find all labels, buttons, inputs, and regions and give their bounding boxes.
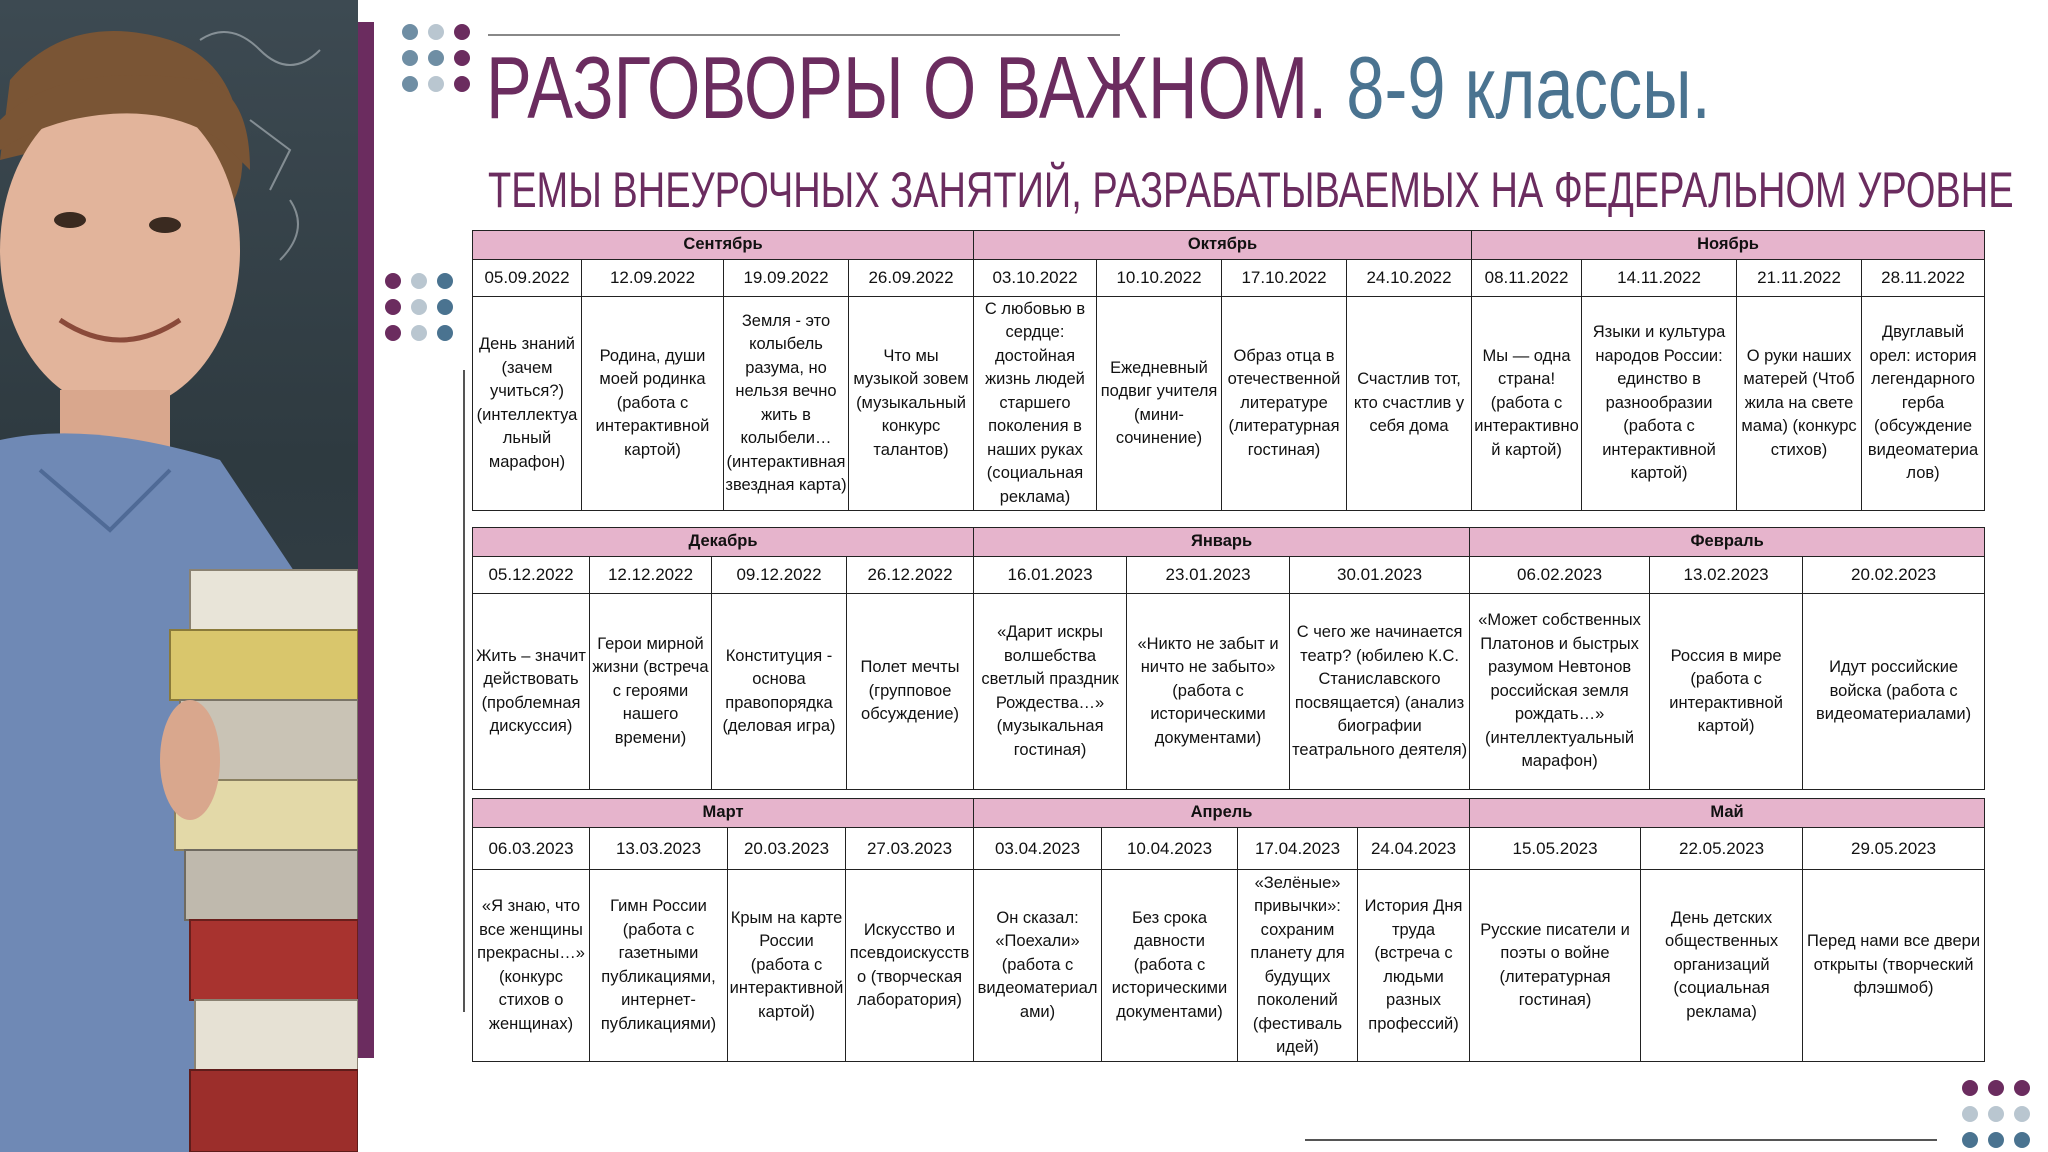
- lesson-topic: Жить – значит действовать (проблемная дискуссия): [473, 594, 590, 790]
- lesson-date: 12.09.2022: [582, 260, 724, 297]
- lesson-topic: Языки и культура народов России: единство в разнообразии (работа с интерактивной картой): [1582, 297, 1737, 511]
- lesson-topic: Он сказал: «Поехали» (работа с видеоматериалами): [974, 870, 1102, 1062]
- month-header: Декабрь: [473, 528, 974, 557]
- lesson-date: 10.04.2023: [1102, 828, 1238, 870]
- side-rule: [463, 370, 465, 1012]
- lesson-date: 13.03.2023: [590, 828, 728, 870]
- lesson-date: 30.01.2023: [1290, 557, 1470, 594]
- lesson-date: 10.10.2022: [1097, 260, 1222, 297]
- lesson-topic: Мы — одна страна! (работа с интерактивной картой): [1472, 297, 1582, 511]
- lesson-topic: Полет мечты (групповое обсуждение): [847, 594, 974, 790]
- lesson-date: 06.03.2023: [473, 828, 590, 870]
- month-header: Сентябрь: [473, 231, 974, 260]
- lesson-date: 24.04.2023: [1358, 828, 1470, 870]
- lesson-topic: Без срока давности (работа с историческими документами): [1102, 870, 1238, 1062]
- lesson-topic: С любовью в сердце: достойная жизнь людей старшего поколения в наших руках (социальная реклама): [974, 297, 1097, 511]
- lesson-topic: День детских общественных организаций (социальная реклама): [1641, 870, 1803, 1062]
- lesson-topic: «Зелёные» привычки»: сохраним планету для будущих поколений (фестиваль идей): [1238, 870, 1358, 1062]
- month-header: Апрель: [974, 799, 1470, 828]
- lesson-topic: Ежедневный подвиг учителя (мини-сочинение): [1097, 297, 1222, 511]
- lesson-date: 24.10.2022: [1347, 260, 1472, 297]
- lesson-date: 22.05.2023: [1641, 828, 1803, 870]
- lesson-date: 12.12.2022: [590, 557, 712, 594]
- page-title: [486, 38, 1711, 138]
- schedule-table-autumn: [472, 230, 1985, 511]
- lesson-date: 16.01.2023: [974, 557, 1127, 594]
- lesson-topic: С чего же начинается театр? (юбилею К.С. Станиславского посвящается) (анализ биографии театрального деятеля): [1290, 594, 1470, 790]
- month-header: Февраль: [1470, 528, 1985, 557]
- lesson-date: 19.09.2022: [724, 260, 849, 297]
- lesson-topic: «Дарит искры волшебства светлый праздник Рождества…» (музыкальная гостиная): [974, 594, 1127, 790]
- lesson-topic: О руки наших матерей (Чтоб жила на свете мама) (конкурс стихов): [1737, 297, 1862, 511]
- lesson-date: 20.02.2023: [1803, 557, 1985, 594]
- title-rule: [488, 34, 1120, 36]
- month-header: Ноябрь: [1472, 231, 1985, 260]
- decor-dots-bottom: [1962, 1080, 2030, 1148]
- lesson-date: 17.10.2022: [1222, 260, 1347, 297]
- lesson-date: 08.11.2022: [1472, 260, 1582, 297]
- bottom-rule: [1305, 1139, 1937, 1141]
- month-header: Январь: [974, 528, 1470, 557]
- accent-bar: [358, 22, 374, 1058]
- lesson-date: 06.02.2023: [1470, 557, 1650, 594]
- lesson-date: 29.05.2023: [1803, 828, 1985, 870]
- lesson-topic: История Дня труда (встреча с людьми разных профессий): [1358, 870, 1470, 1062]
- lesson-topic: Перед нами все двери открыты (творческий флэшмоб): [1803, 870, 1985, 1062]
- lesson-date: 13.02.2023: [1650, 557, 1803, 594]
- lesson-date: 26.09.2022: [849, 260, 974, 297]
- lesson-topic: Родина, души моей родинка (работа с интерактивной картой): [582, 297, 724, 511]
- lesson-date: 05.09.2022: [473, 260, 582, 297]
- lesson-date: 05.12.2022: [473, 557, 590, 594]
- lesson-date: 23.01.2023: [1127, 557, 1290, 594]
- lesson-date: 14.11.2022: [1582, 260, 1737, 297]
- schedule-table-winter: [472, 527, 1985, 790]
- decor-dots-mid: [385, 273, 453, 341]
- lesson-date: 03.04.2023: [974, 828, 1102, 870]
- lesson-topic: «Может собственных Платонов и быстрых разумом Невтонов российская земля рождать…» (интеллектуальный марафон): [1470, 594, 1650, 790]
- lesson-topic: Русские писатели и поэты о войне (литературная гостиная): [1470, 870, 1641, 1062]
- lesson-topic: Крым на карте России (работа с интерактивной картой): [728, 870, 846, 1062]
- lesson-topic: Россия в мире (работа с интерактивной картой): [1650, 594, 1803, 790]
- month-header: Март: [473, 799, 974, 828]
- lesson-topic: «Я знаю, что все женщины прекрасны…» (конкурс стихов о женщинах): [473, 870, 590, 1062]
- lesson-date: 26.12.2022: [847, 557, 974, 594]
- month-header: Октябрь: [974, 231, 1472, 260]
- lesson-topic: Образ отца в отечественной литературе (литературная гостиная): [1222, 297, 1347, 511]
- lesson-topic: День знаний (зачем учиться?) (интеллектуальный марафон): [473, 297, 582, 511]
- lesson-date: 27.03.2023: [846, 828, 974, 870]
- title-main: РАЗГОВОРЫ О ВАЖНОМ.: [486, 38, 1328, 137]
- lesson-topic: Искусство и псевдоискусство (творческая лаборатория): [846, 870, 974, 1062]
- decor-dots-top: [402, 24, 470, 92]
- lesson-topic: Идут российские войска (работа с видеоматериалами): [1803, 594, 1985, 790]
- lesson-topic: Земля - это колыбель разума, но нельзя вечно жить в колыбели…(интерактивная звездная карта): [724, 297, 849, 511]
- lesson-date: 20.03.2023: [728, 828, 846, 870]
- month-header: Май: [1470, 799, 1985, 828]
- lesson-date: 21.11.2022: [1737, 260, 1862, 297]
- title-accent: 8-9 классы.: [1346, 38, 1711, 137]
- lesson-topic: Что мы музыкой зовем (музыкальный конкурс талантов): [849, 297, 974, 511]
- lesson-topic: Гимн России (работа с газетными публикациями, интернет-публикациями): [590, 870, 728, 1062]
- lesson-topic: «Никто не забыт и ничто не забыто» (работа с историческими документами): [1127, 594, 1290, 790]
- lesson-topic: Герои мирной жизни (встреча с героями нашего времени): [590, 594, 712, 790]
- lesson-date: 15.05.2023: [1470, 828, 1641, 870]
- lesson-date: 17.04.2023: [1238, 828, 1358, 870]
- lesson-date: 03.10.2022: [974, 260, 1097, 297]
- page-subtitle: ТЕМЫ ВНЕУРОЧНЫХ ЗАНЯТИЙ, РАЗРАБАТЫВАЕМЫХ НА ФЕДЕРАЛЬНОМ УРОВНЕ: [488, 162, 2014, 218]
- lesson-date: 28.11.2022: [1862, 260, 1985, 297]
- lesson-topic: Двуглавый орел: история легендарного герба (обсуждение видеоматериалов): [1862, 297, 1985, 511]
- lesson-topic: Конституция - основа правопорядка (деловая игра): [712, 594, 847, 790]
- lesson-date: 09.12.2022: [712, 557, 847, 594]
- student-photo: [0, 0, 358, 1152]
- schedule-table-spring: [472, 798, 1985, 1062]
- lesson-topic: Счастлив тот, кто счастлив у себя дома: [1347, 297, 1472, 511]
